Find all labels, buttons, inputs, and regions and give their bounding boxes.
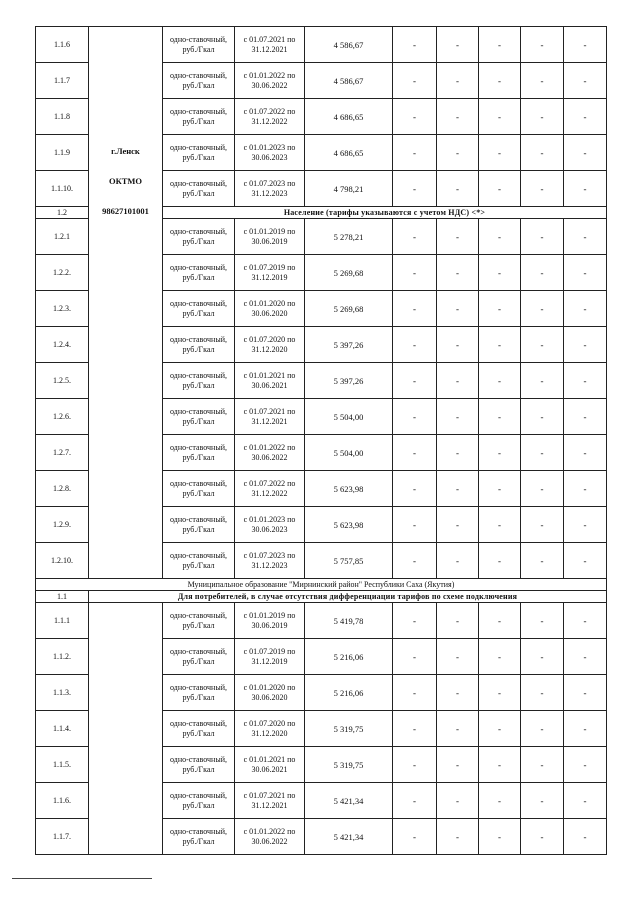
- empty-value-dash: -: [393, 603, 437, 639]
- empty-value-dash: -: [479, 99, 521, 135]
- empty-value-dash: -: [479, 63, 521, 99]
- empty-value-dash: -: [393, 711, 437, 747]
- tariff-type: одно-ставочный, руб./Гкал: [163, 219, 235, 255]
- empty-value-dash: -: [521, 471, 564, 507]
- empty-value-dash: -: [564, 135, 607, 171]
- tariff-period: с 01.01.2021 по 30.06.2021: [235, 747, 305, 783]
- footer-rule: [12, 878, 152, 879]
- tariff-period: с 01.07.2021 по 31.12.2021: [235, 783, 305, 819]
- empty-value-dash: -: [521, 399, 564, 435]
- empty-value-dash: -: [521, 543, 564, 579]
- tariff-value: 5 269,68: [305, 291, 393, 327]
- empty-value-dash: -: [437, 819, 479, 855]
- row-number: 1.1.4.: [36, 711, 89, 747]
- row-number: 1.1.7.: [36, 819, 89, 855]
- oktmo-label: ОКТМО: [109, 175, 142, 186]
- empty-value-dash: -: [479, 819, 521, 855]
- empty-value-dash: -: [479, 255, 521, 291]
- empty-value-dash: -: [521, 603, 564, 639]
- tariff-type: одно-ставочный, руб./Гкал: [163, 171, 235, 207]
- empty-value-dash: -: [393, 507, 437, 543]
- tariff-type: одно-ставочный, руб./Гкал: [163, 63, 235, 99]
- empty-value-dash: -: [393, 135, 437, 171]
- empty-value-dash: -: [521, 783, 564, 819]
- empty-value-dash: -: [479, 327, 521, 363]
- empty-value-dash: -: [564, 543, 607, 579]
- row-number: 1.1.5.: [36, 747, 89, 783]
- row-number: 1.2.8.: [36, 471, 89, 507]
- tariff-type: одно-ставочный, руб./Гкал: [163, 747, 235, 783]
- zone-info: [91, 146, 160, 216]
- empty-value-dash: -: [564, 363, 607, 399]
- empty-value-dash: -: [479, 711, 521, 747]
- zone-city: г.Ленск: [111, 145, 140, 156]
- empty-value-dash: -: [393, 327, 437, 363]
- empty-value-dash: -: [479, 363, 521, 399]
- empty-value-dash: -: [393, 471, 437, 507]
- section-header-row: [36, 591, 607, 603]
- empty-value-dash: -: [479, 219, 521, 255]
- row-number: 1.2.7.: [36, 435, 89, 471]
- tariff-period: с 01.07.2022 по 31.12.2022: [235, 471, 305, 507]
- empty-value-dash: -: [393, 639, 437, 675]
- tariff-table: [35, 26, 607, 855]
- empty-value-dash: -: [521, 255, 564, 291]
- section-title: Для потребителей, в случае отсутствия дифференциации тарифов по схеме подключения: [89, 591, 607, 603]
- tariff-value: 5 397,26: [305, 327, 393, 363]
- tariff-period: с 01.01.2022 по 30.06.2022: [235, 819, 305, 855]
- tariff-value: 5 623,98: [305, 507, 393, 543]
- empty-value-dash: -: [521, 135, 564, 171]
- tariff-value: 5 757,85: [305, 543, 393, 579]
- row-number: 1.1.2.: [36, 639, 89, 675]
- row-number: 1.1.8: [36, 99, 89, 135]
- empty-value-dash: -: [564, 219, 607, 255]
- empty-value-dash: -: [564, 291, 607, 327]
- section-number: 1.2: [36, 207, 89, 219]
- empty-value-dash: -: [521, 291, 564, 327]
- tariff-period: с 01.01.2020 по 30.06.2020: [235, 675, 305, 711]
- tariff-type: одно-ставочный, руб./Гкал: [163, 675, 235, 711]
- tariff-period: с 01.01.2020 по 30.06.2020: [235, 291, 305, 327]
- tariff-value: 5 421,34: [305, 819, 393, 855]
- row-number: 1.1.1: [36, 603, 89, 639]
- empty-value-dash: -: [479, 747, 521, 783]
- tariff-period: с 01.01.2022 по 30.06.2022: [235, 435, 305, 471]
- tariff-type: одно-ставочный, руб./Гкал: [163, 603, 235, 639]
- row-number: 1.1.6: [36, 27, 89, 63]
- empty-value-dash: -: [479, 27, 521, 63]
- tariff-value: 5 269,68: [305, 255, 393, 291]
- empty-value-dash: -: [479, 783, 521, 819]
- empty-value-dash: -: [393, 819, 437, 855]
- tariff-value: 5 419,78: [305, 603, 393, 639]
- tariff-value: 5 504,00: [305, 399, 393, 435]
- row-number: 1.2.3.: [36, 291, 89, 327]
- zone-cell: [89, 27, 163, 579]
- tariff-type: одно-ставочный, руб./Гкал: [163, 711, 235, 747]
- empty-value-dash: -: [564, 711, 607, 747]
- row-number: 1.2.10.: [36, 543, 89, 579]
- empty-value-dash: -: [437, 219, 479, 255]
- empty-value-dash: -: [521, 639, 564, 675]
- tariff-type: одно-ставочный, руб./Гкал: [163, 399, 235, 435]
- tariff-value: 5 319,75: [305, 711, 393, 747]
- empty-value-dash: -: [393, 783, 437, 819]
- empty-value-dash: -: [479, 399, 521, 435]
- row-number: 1.2.9.: [36, 507, 89, 543]
- tariff-type: одно-ставочный, руб./Гкал: [163, 435, 235, 471]
- tariff-type: одно-ставочный, руб./Гкал: [163, 363, 235, 399]
- tariff-value: 4 686,65: [305, 99, 393, 135]
- empty-value-dash: -: [479, 291, 521, 327]
- empty-value-dash: -: [437, 675, 479, 711]
- tariff-type: одно-ставочный, руб./Гкал: [163, 27, 235, 63]
- empty-value-dash: -: [479, 435, 521, 471]
- empty-value-dash: -: [437, 291, 479, 327]
- empty-value-dash: -: [521, 63, 564, 99]
- tariff-value: 4 586,67: [305, 27, 393, 63]
- tariff-value: 5 421,34: [305, 783, 393, 819]
- row-number: 1.1.6.: [36, 783, 89, 819]
- tariff-value: 5 504,00: [305, 435, 393, 471]
- empty-value-dash: -: [393, 171, 437, 207]
- empty-value-dash: -: [437, 399, 479, 435]
- row-number: 1.1.7: [36, 63, 89, 99]
- municipality-row: [36, 579, 607, 591]
- tariff-value: 5 319,75: [305, 747, 393, 783]
- empty-value-dash: -: [393, 399, 437, 435]
- empty-value-dash: -: [437, 171, 479, 207]
- row-number: 1.1.10.: [36, 171, 89, 207]
- row-number: 1.2.2.: [36, 255, 89, 291]
- tariff-period: с 01.07.2023 по 31.12.2023: [235, 171, 305, 207]
- empty-value-dash: -: [479, 639, 521, 675]
- empty-value-dash: -: [564, 27, 607, 63]
- municipality-banner: Муниципальное образование "Мирнинский район" Республики Саха (Якутия): [36, 579, 607, 591]
- tariff-type: одно-ставочный, руб./Гкал: [163, 507, 235, 543]
- tariff-period: с 01.01.2019 по 30.06.2019: [235, 219, 305, 255]
- empty-value-dash: -: [521, 171, 564, 207]
- empty-value-dash: -: [521, 27, 564, 63]
- tariff-value: 4 686,65: [305, 135, 393, 171]
- tariff-type: одно-ставочный, руб./Гкал: [163, 291, 235, 327]
- empty-value-dash: -: [479, 675, 521, 711]
- empty-value-dash: -: [393, 255, 437, 291]
- tariff-period: с 01.01.2023 по 30.06.2023: [235, 135, 305, 171]
- empty-value-dash: -: [393, 99, 437, 135]
- tariff-type: одно-ставочный, руб./Гкал: [163, 543, 235, 579]
- tariff-value: 4 586,67: [305, 63, 393, 99]
- empty-value-dash: -: [564, 783, 607, 819]
- empty-value-dash: -: [479, 171, 521, 207]
- tariff-period: с 01.01.2019 по 30.06.2019: [235, 603, 305, 639]
- tariff-period: с 01.07.2021 по 31.12.2021: [235, 399, 305, 435]
- tariff-period: с 01.01.2021 по 30.06.2021: [235, 363, 305, 399]
- empty-value-dash: -: [393, 291, 437, 327]
- tariff-value: 5 216,06: [305, 639, 393, 675]
- empty-value-dash: -: [521, 327, 564, 363]
- empty-value-dash: -: [393, 27, 437, 63]
- empty-value-dash: -: [521, 747, 564, 783]
- empty-value-dash: -: [564, 603, 607, 639]
- empty-value-dash: -: [437, 363, 479, 399]
- empty-value-dash: -: [437, 543, 479, 579]
- empty-value-dash: -: [521, 675, 564, 711]
- empty-value-dash: -: [393, 543, 437, 579]
- row-number: 1.2.1: [36, 219, 89, 255]
- tariff-type: одно-ставочный, руб./Гкал: [163, 639, 235, 675]
- section-number: 1.1: [36, 591, 89, 603]
- empty-value-dash: -: [479, 603, 521, 639]
- tariff-period: с 01.07.2019 по 31.12.2019: [235, 255, 305, 291]
- tariff-period: с 01.07.2020 по 31.12.2020: [235, 327, 305, 363]
- empty-value-dash: -: [479, 543, 521, 579]
- empty-value-dash: -: [437, 507, 479, 543]
- tariff-type: одно-ставочный, руб./Гкал: [163, 327, 235, 363]
- empty-value-dash: -: [521, 435, 564, 471]
- tariff-type: одно-ставочный, руб./Гкал: [163, 99, 235, 135]
- empty-value-dash: -: [437, 471, 479, 507]
- tariff-period: с 01.07.2022 по 31.12.2022: [235, 99, 305, 135]
- empty-value-dash: -: [564, 507, 607, 543]
- empty-value-dash: -: [564, 747, 607, 783]
- empty-value-dash: -: [437, 99, 479, 135]
- row-number: 1.1.3.: [36, 675, 89, 711]
- tariff-period: с 01.07.2023 по 31.12.2023: [235, 543, 305, 579]
- empty-value-dash: -: [564, 327, 607, 363]
- empty-value-dash: -: [521, 363, 564, 399]
- empty-value-dash: -: [564, 819, 607, 855]
- zone-cell-empty: [89, 603, 163, 855]
- table-row: [36, 27, 607, 63]
- tariff-type: одно-ставочный, руб./Гкал: [163, 819, 235, 855]
- row-number: 1.1.9: [36, 135, 89, 171]
- empty-value-dash: -: [437, 63, 479, 99]
- empty-value-dash: -: [393, 219, 437, 255]
- tariff-period: с 01.07.2021 по 31.12.2021: [235, 27, 305, 63]
- empty-value-dash: -: [393, 435, 437, 471]
- tariff-period: с 01.07.2020 по 31.12.2020: [235, 711, 305, 747]
- empty-value-dash: -: [437, 747, 479, 783]
- empty-value-dash: -: [437, 711, 479, 747]
- tariff-value: 5 278,21: [305, 219, 393, 255]
- empty-value-dash: -: [521, 819, 564, 855]
- tariff-value: 5 216,06: [305, 675, 393, 711]
- tariff-period: с 01.01.2022 по 30.06.2022: [235, 63, 305, 99]
- empty-value-dash: -: [437, 639, 479, 675]
- empty-value-dash: -: [437, 135, 479, 171]
- empty-value-dash: -: [479, 471, 521, 507]
- empty-value-dash: -: [479, 135, 521, 171]
- tariff-type: одно-ставочный, руб./Гкал: [163, 783, 235, 819]
- empty-value-dash: -: [437, 783, 479, 819]
- empty-value-dash: -: [564, 435, 607, 471]
- tariff-type: одно-ставочный, руб./Гкал: [163, 255, 235, 291]
- row-number: 1.2.5.: [36, 363, 89, 399]
- tariff-value: 4 798,21: [305, 171, 393, 207]
- empty-value-dash: -: [437, 327, 479, 363]
- empty-value-dash: -: [564, 99, 607, 135]
- empty-value-dash: -: [393, 363, 437, 399]
- empty-value-dash: -: [521, 507, 564, 543]
- section-title: Население (тарифы указываются с учетом НДС) <*>: [163, 207, 607, 219]
- row-number: 1.2.4.: [36, 327, 89, 363]
- empty-value-dash: -: [393, 675, 437, 711]
- empty-value-dash: -: [564, 675, 607, 711]
- empty-value-dash: -: [564, 63, 607, 99]
- empty-value-dash: -: [564, 255, 607, 291]
- empty-value-dash: -: [437, 27, 479, 63]
- oktmo-code: 98627101001: [102, 205, 149, 216]
- empty-value-dash: -: [437, 603, 479, 639]
- empty-value-dash: -: [521, 219, 564, 255]
- row-number: 1.2.6.: [36, 399, 89, 435]
- empty-value-dash: -: [479, 507, 521, 543]
- empty-value-dash: -: [564, 399, 607, 435]
- tariff-type: одно-ставочный, руб./Гкал: [163, 471, 235, 507]
- empty-value-dash: -: [393, 63, 437, 99]
- empty-value-dash: -: [393, 747, 437, 783]
- table-row: [36, 603, 607, 639]
- tariff-value: 5 397,26: [305, 363, 393, 399]
- empty-value-dash: -: [564, 171, 607, 207]
- empty-value-dash: -: [521, 711, 564, 747]
- empty-value-dash: -: [564, 639, 607, 675]
- empty-value-dash: -: [437, 255, 479, 291]
- empty-value-dash: -: [564, 471, 607, 507]
- empty-value-dash: -: [437, 435, 479, 471]
- tariff-period: с 01.01.2023 по 30.06.2023: [235, 507, 305, 543]
- empty-value-dash: -: [521, 99, 564, 135]
- tariff-period: с 01.07.2019 по 31.12.2019: [235, 639, 305, 675]
- tariff-type: одно-ставочный, руб./Гкал: [163, 135, 235, 171]
- tariff-value: 5 623,98: [305, 471, 393, 507]
